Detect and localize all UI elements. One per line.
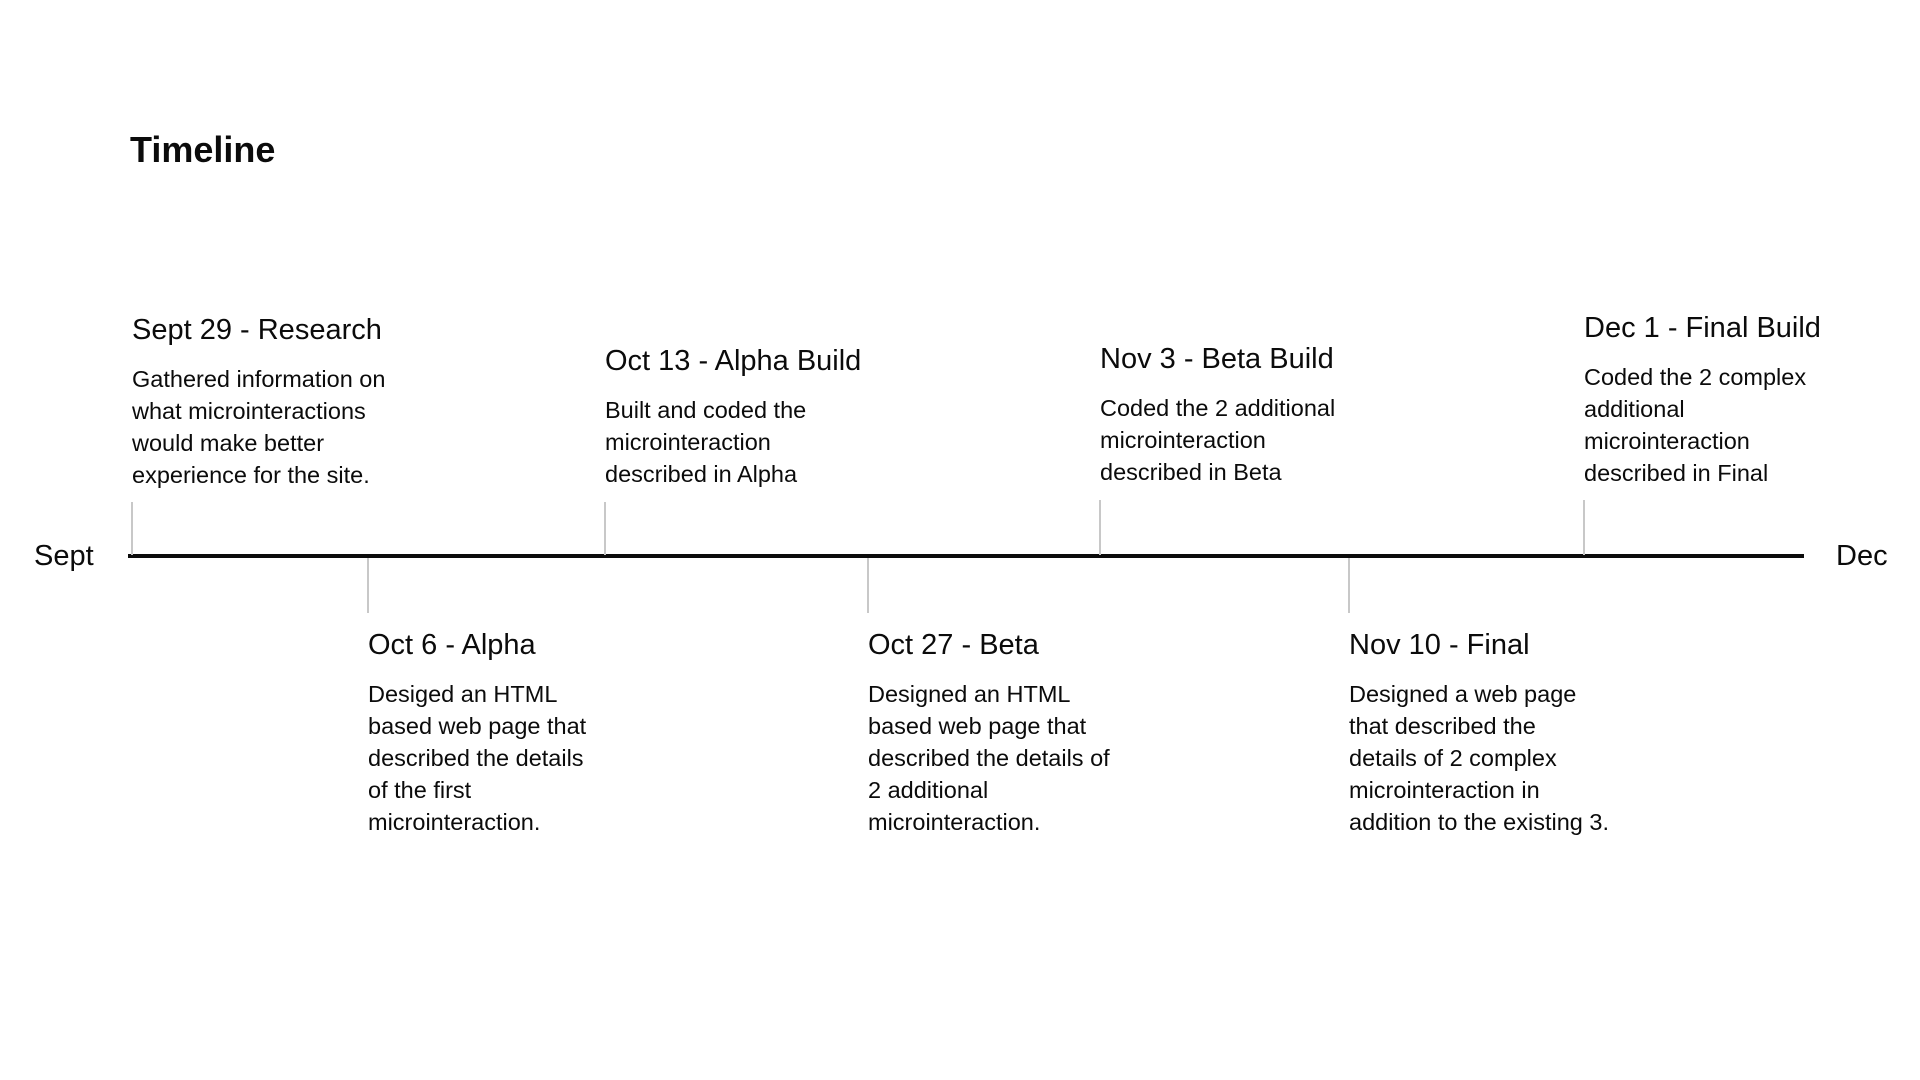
milestone-description: Built and coded the microinteraction described in Alpha [605, 397, 807, 487]
milestone-tick-nov-10 [1348, 558, 1350, 613]
milestone-tick-oct-6 [367, 558, 369, 613]
timeline-axis [128, 554, 1804, 558]
milestone-nov-3-beta-build [1100, 341, 1400, 488]
milestone-title: Oct 27 - Beta [868, 629, 1039, 661]
milestone-title: Nov 10 - Final [1349, 629, 1530, 661]
milestone-title: Oct 6 - Alpha [368, 629, 536, 661]
milestone-title: Nov 3 - Beta Build [1100, 343, 1334, 375]
milestone-description: Coded the 2 additional microinteraction described in Beta [1100, 395, 1336, 485]
milestone-tick-dec-1 [1583, 500, 1585, 555]
timeline-start-label: Sept [34, 540, 94, 572]
milestone-tick-oct-27 [867, 558, 869, 613]
milestone-oct-13-alpha-build [605, 343, 905, 490]
milestone-nov-10-final [1349, 627, 1649, 838]
milestone-sept-29-research [132, 312, 432, 491]
milestone-dec-1-final-build [1584, 310, 1884, 489]
milestone-title: Oct 13 - Alpha Build [605, 345, 862, 377]
timeline-end-label: Dec [1836, 540, 1888, 572]
milestone-oct-27-beta [868, 627, 1168, 838]
milestone-description: Coded the 2 complex additional microinteraction described in Final [1584, 364, 1807, 486]
milestone-title: Dec 1 - Final Build [1584, 312, 1821, 344]
milestone-tick-oct-13 [604, 502, 606, 555]
milestone-title: Sept 29 - Research [132, 314, 382, 346]
milestone-description: Designed an HTML based web page that described the details of 2 additional microinteraction. [868, 681, 1110, 835]
milestone-tick-sept-29 [131, 502, 133, 555]
milestone-tick-nov-3 [1099, 500, 1101, 555]
milestone-oct-6-alpha [368, 627, 668, 838]
page-title: Timeline [130, 129, 276, 170]
milestone-description: Desiged an HTML based web page that described the details of the first microinteraction. [368, 681, 587, 835]
milestone-description: Gathered information on what microinteractions would make better experience for the site. [132, 366, 386, 488]
milestone-description: Designed a web page that described the details of 2 complex microinteraction in addition to the existing 3. [1349, 681, 1609, 835]
